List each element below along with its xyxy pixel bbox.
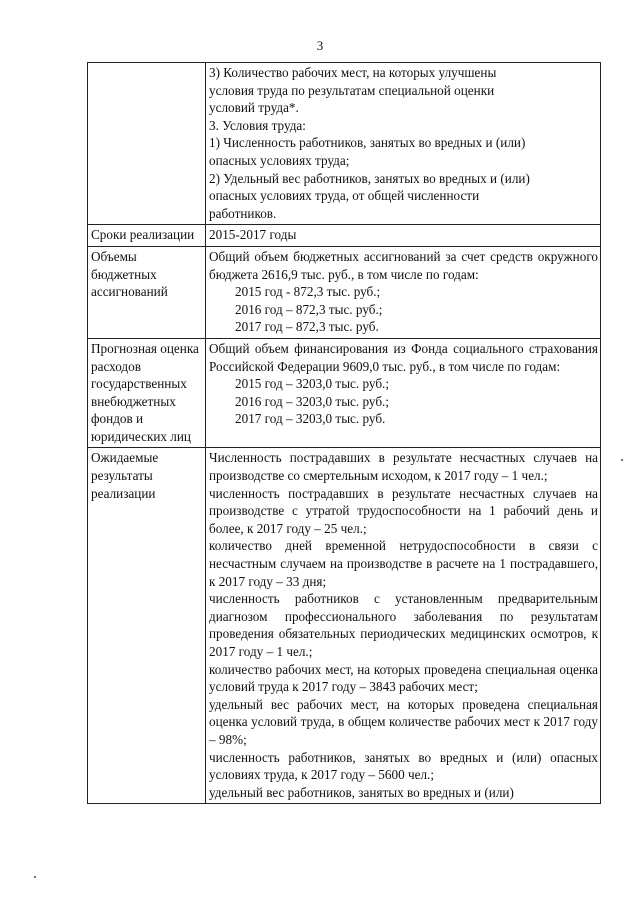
result-item: удельный вес рабочих мест, на которых проведена специальная оценка условий труда, в общем количестве рабочих мест к 2017 году – 98%;	[209, 696, 598, 747]
scan-speck	[34, 876, 36, 878]
indicator-line: опасных условиях труда;	[209, 152, 350, 168]
forecast-label: Прогнозная оценка расходов государственных внебюджетных фондов и юридических лиц	[88, 338, 206, 448]
budget-label: Объемы бюджетных ассигнований	[88, 246, 206, 338]
indicator-line: условия труда по результатам специальной оценки	[209, 82, 495, 98]
budget-content	[206, 246, 601, 338]
program-passport-table	[87, 62, 601, 804]
indicator-line: работников.	[209, 205, 277, 221]
forecast-content	[206, 338, 601, 448]
budget-year: 2016 год – 872,3 тыс. руб.;	[235, 301, 383, 317]
indicators-row	[88, 63, 601, 225]
budget-year: 2017 год – 872,3 тыс. руб.	[235, 319, 379, 335]
budget-text: Общий объем бюджетных ассигнований за счет средств окружного бюджета 2616,9 тыс. руб., в том числе по годам:	[209, 248, 598, 282]
indicator-line: 1) Численность работников, занятых во вредных и (или)	[209, 135, 526, 151]
indicator-line: 3. Условия труда:	[209, 117, 306, 133]
result-item: Численность пострадавших в результате несчастных случаев на производстве со смертельным исходом, к 2017 году – 1 чел.;	[209, 450, 598, 484]
result-item: численность работников, занятых во вредных и (или) опасных условиях труда, к 2017 году – 5600 чел.;	[209, 749, 598, 783]
forecast-year: 2017 год – 3203,0 тыс. руб.	[235, 411, 386, 427]
forecast-row	[88, 338, 601, 448]
results-content	[206, 448, 601, 804]
result-item: численность работников с установленным предварительным диагнозом профессионального заболевания по результатам проведения обязательных периодических медицинских осмотров, к 2017 году – 1 чел.;	[209, 591, 598, 659]
budget-year: 2015 год - 872,3 тыс. руб.;	[235, 284, 381, 300]
page-number: 3	[316, 38, 324, 53]
indicator-line: опасных условиях труда, от общей численности	[209, 188, 480, 204]
results-row	[88, 448, 601, 804]
terms-value: 2015-2017 годы	[206, 225, 601, 247]
scan-speck	[621, 459, 623, 461]
indicators-label	[88, 63, 206, 225]
budget-row	[88, 246, 601, 338]
result-item: удельный вес работников, занятых во вредных и (или)	[209, 784, 514, 800]
indicators-content	[206, 63, 601, 225]
forecast-year: 2016 год – 3203,0 тыс. руб.;	[235, 393, 390, 409]
indicator-line: 3) Количество рабочих мест, на которых улучшены	[209, 65, 497, 80]
result-item: количество дней временной нетрудоспособности в связи с несчастным случаем на производстве в расчете на 1 пострадавшего, к 2017 году – 33 дня;	[209, 538, 598, 589]
indicator-line: 2) Удельный вес работников, занятых во вредных и (или)	[209, 170, 530, 186]
terms-row	[88, 225, 601, 247]
result-item: численность пострадавших в результате несчастных случаев на производстве с утратой трудоспособности на 1 рабочий день и более, к 2017 году – 25 чел.;	[209, 485, 598, 536]
results-label: Ожидаемые результаты реализации	[88, 448, 206, 804]
forecast-year: 2015 год – 3203,0 тыс. руб.;	[235, 376, 390, 392]
terms-label: Сроки реализации	[88, 225, 206, 247]
result-item: количество рабочих мест, на которых проведена специальная оценка условий труда к 2017 году – 3843 рабочих мест;	[209, 661, 598, 695]
forecast-text: Общий объем финансирования из Фонда социального страхования Российской Федерации 9609,0 тыс. руб., в том числе по годам:	[209, 340, 598, 374]
indicator-line: условий труда*.	[209, 100, 299, 116]
